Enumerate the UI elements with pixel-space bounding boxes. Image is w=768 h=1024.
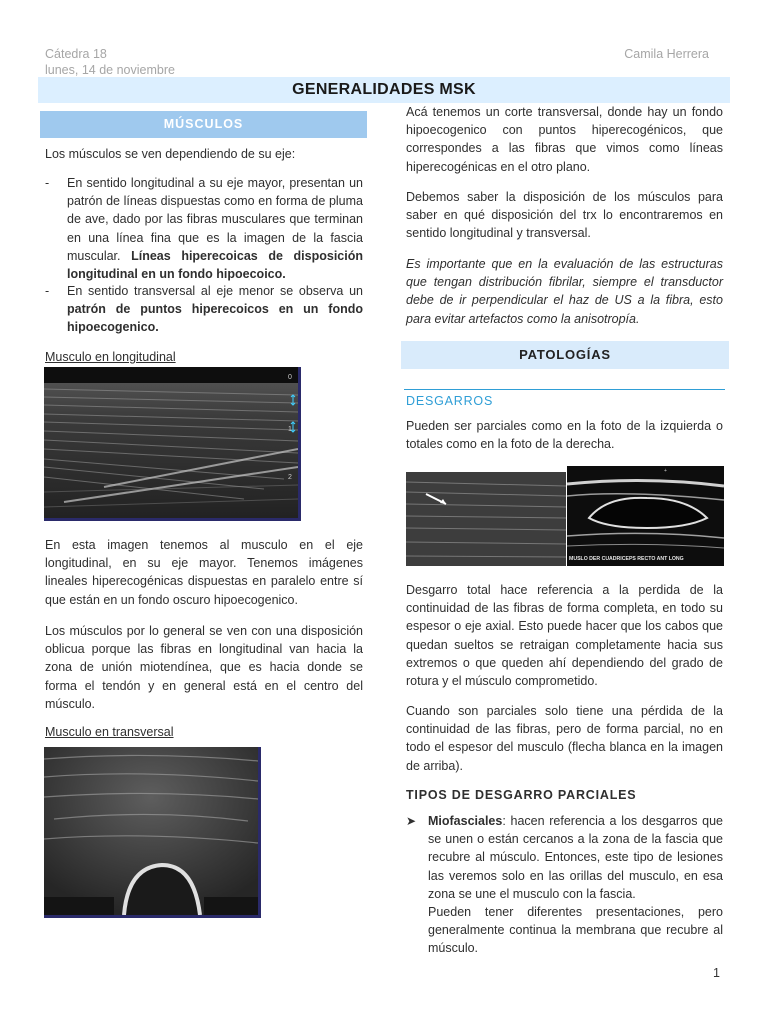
bullet1-bold: Líneas hiperecoicas de disposición longitudinal en un fondo hipoecoico. (67, 248, 363, 282)
desgarro-image-label: MUSLO DER CUADRICEPS RECTO ANT LONG (569, 556, 684, 562)
disposicion-paragraph: Debemos saber la disposición de los músculos para saber en qué disposición del trx lo encontraremos en sentido longitudinal y transversal. (406, 190, 723, 241)
musculos-intro: Los músculos se ven dependiendo de su eje: (45, 147, 296, 161)
bullet-dash: - (45, 176, 50, 190)
transversal-paragraph: Acá tenemos un corte transversal, donde hay un fondo hipoecogenico con puntos hiperecogénicos, que correspondes a las fibras que vimos como líneas hiperecogénicas en el otro plano. (406, 105, 723, 174)
miofasciales-text: : hacen referencia a los desgarros que se unen o están cercanos a la zona de la fascia que recubre al músculo. Entonces, este tipo de lesiones las veremos solo en las orillas del musculo, en esa zona se une el musculo con la fascia. (428, 814, 723, 901)
page-title: GENERALIDADES MSK (38, 77, 730, 103)
desgarro-total-image (567, 466, 724, 566)
section-musculos: MÚSCULOS (40, 111, 367, 138)
ultrasound-transversal-image (44, 747, 261, 918)
section-divider (404, 389, 725, 390)
bullet-transversal (45, 282, 363, 337)
desgarro-parcial-image (406, 472, 566, 566)
bullet1-text: En sentido longitudinal a su eje mayor, presentan un patrón de líneas dispuestas como en forma de pluma de ave, dado por las fibras musculares que terminan en una línea fina que es la imagen de la fascia muscular. (67, 176, 363, 263)
oblicua-paragraph: Los músculos por lo general se ven con una disposición oblicua porque las fibras en longitudinal van hacia la zona de unión miotendínea, que es hacia donde se forma el tendón y en general está en el centro del músculo. (45, 624, 363, 711)
longitudinal-paragraph: En esta imagen tenemos al musculo en el eje longitudinal, en su eje mayor. Tenemos imágenes lineales hiperecogénicas dispuestas en paralelo entre sí que están en un fondo oscuro hipoecogenico. (45, 538, 363, 607)
ultrasound-longitudinal-image (44, 367, 301, 521)
svg-text:0: 0 (288, 374, 292, 381)
miofasciales-text2: Pueden tener diferentes presentaciones, pero generalmente continua la membrana que recubre al músculo. (428, 905, 723, 956)
miofasciales-label: Miofasciales (428, 814, 503, 828)
desgarro-parcial-graphic (406, 472, 566, 566)
date-label: lunes, 14 de noviembre (45, 63, 175, 77)
bullet2-bold: patrón de puntos hiperecoicos en un fondo hipoecogenico. (67, 302, 363, 335)
desgarro-total-paragraph: Desgarro total hace referencia a la perdida de la continuidad de las fibras de forma completa, en todo su espesor o eje axial. Esto puede hacer que los cabos que quedan sueltos se retraigan completamente hacia sus extremos o que queden ahí dependiendo del grado de rotura y el músculo comprometido. (406, 583, 723, 689)
desgarro-total-graphic (567, 466, 724, 566)
caption-transversal: Musculo en transversal (45, 725, 174, 739)
desgarros-heading: DESGARROS (406, 394, 494, 408)
course-label: Cátedra 18 (45, 47, 107, 61)
bullet-longitudinal (45, 174, 363, 283)
ultrasound-longitudinal-graphic (44, 367, 298, 518)
caption-longitudinal: Musculo en longitudinal (45, 350, 176, 364)
desgarro-parcial-paragraph: Cuando son parciales solo tiene una pérdida de la continuidad de las fibras, pero de forma parcial, no en todo el espesor del musculo (flecha blanca en la imagen de arriba). (406, 704, 723, 773)
bullet2-text: En sentido transversal al eje menor se observa un (67, 284, 363, 298)
page-number: 1 (713, 966, 720, 980)
anisotropia-paragraph: Es importante que en la evaluación de las estructuras que tengan distribución fibrilar, siempre el transductor debe de ir perpendicular el haz de US a la fibra, esto para evitar artefactos como la anisotropía. (406, 257, 723, 326)
tipos-desgarro-heading: TIPOS DE DESGARRO PARCIALES (406, 788, 637, 802)
svg-text:1: 1 (288, 426, 292, 433)
desgarros-intro: Pueden ser parciales como en la foto de la izquierda o totales como en la foto de la derecha. (406, 419, 723, 452)
svg-text:+: + (664, 468, 667, 474)
ultrasound-transversal-graphic (44, 747, 258, 915)
section-patologias: PATOLOGÍAS (401, 341, 729, 369)
miofasciales-item (406, 812, 723, 958)
author-label: Camila Herrera (624, 47, 709, 61)
arrow-bullet-icon: ➤ (406, 814, 417, 828)
svg-text:2: 2 (288, 474, 292, 481)
bullet-dash: - (45, 284, 50, 298)
